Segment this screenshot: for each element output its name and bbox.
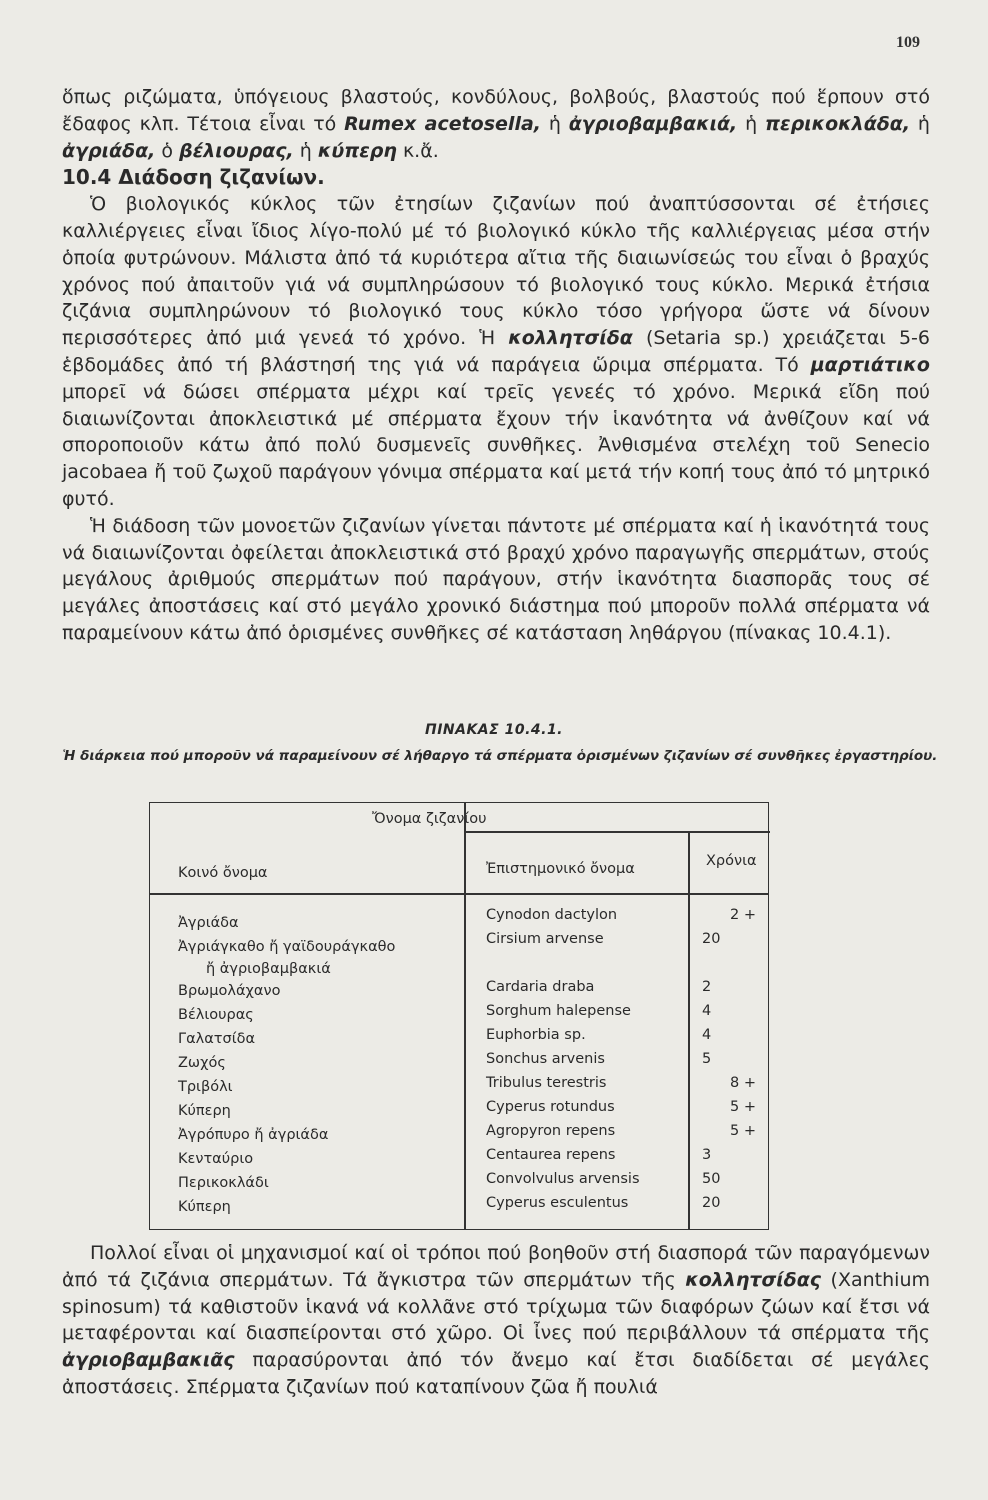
years-value: 20 <box>702 931 721 947</box>
intro-paragraph <box>62 84 930 647</box>
header-scientific-name: Ἐπιστημονικό ὄνομα <box>486 861 635 877</box>
scientific-name: Cyperus esculentus <box>486 1195 629 1211</box>
common-name: Βέλιουρας <box>178 1007 254 1023</box>
scientific-name: Convolvulus arvensis <box>486 1171 640 1187</box>
section-paragraph-2: Ἡ διάδοση τῶν μονοετῶν ζιζανίων γίνεται πάντοτε μέ σπέρματα καί ἡ ἱκανότητά τους νά διαιωνίζονται ὀφείλεται ἀποκλειστικά στό βραχύ χρόνο παραγωγῆς σπερμάτων, στούς μεγάλους ἀριθμούς σπερμάτων πού παράγουν, στήν ἱκανότητα διασπορᾶς τους σέ μεγάλες ἀποστάσεις καί στό μεγάλο χρονικό διάστημα πού μποροῦν πολλά σπέρματα νά παραμείνουν κάτω ἀπό ὁρισμένες συνθῆκες σέ κατάσταση ληθάργου (πίνακας 10.4.1). <box>62 514 930 644</box>
intro-text: ὅπως ριζώματα, ὑπόγειους βλαστούς, κονδύλους, βολβούς, βλαστούς πού ἕρπουν στό ἔδαφος κλπ. Τέτοια εἶναι τό Rumex acetosella, ἡ ἀγριοβαμβακιά, ἡ περικοκλάδα, ἡ ἀγριάδα, ὁ βέλιουρας, ἡ κύπερη κ.ἄ. <box>62 86 930 162</box>
header-weed-name: Ὄνομα ζιζανίου <box>372 811 487 827</box>
table-divider <box>464 831 770 833</box>
section-paragraph-1: Ὁ βιολογικός κύκλος τῶν ἐτησίων ζιζανίων πού ἀναπτύσσονται σέ ἐτήσιες καλλιέργειες εἶναι ἴδιος λίγο-πολύ μέ τό βιολογικό κύκλο τῆς καλλιέργειας μέσα στήν ὁποία φυτρώνουν. Μάλιστα ἀπό τά κυριότερα αἴτια τῆς διαιωνίσεώς του εἶναι ὁ βραχύς χρόνος πού ἀπαιτοῦν γιά νά συμπληρώσουν τό βιολογικό τους κύκλο. Μερικά ἐτήσια ζιζάνια συμπληρώνουν τό βιολογικό τους κύκλο τόσο γρήγορα ὥστε νά δίνουν περισσότερες ἀπό μιά γενεά τό χρόνο. Ἡ κολλητσίδα (Setaria sp.) χρειάζεται 5-6 ἑβδομάδες ἀπό τή βλάστησή της γιά νά παράγεια ὥριμα σπέρματα. Τό μαρτιάτικο μπορεῖ νά δώσει σπέρματα μέχρι καί τρεῖς γενεές τό χρόνο. Μερικά εἴδη πού διαιωνίζονται ἀποκλειστικά μέ σπέρματα ἔχουν τήν ἱκανότητα νά ἀνθίζουν καί νά σποροποιοῦν κάτω ἀπό πολύ δυσμενεῖς συνθῆκες. Ἀνθισμένα στελέχη τοῦ Senecio jacobaea ἤ τοῦ ζωχοῦ παράγουν γόνιμα σπέρματα καί μετά τήν κοπή τους ἀπό τό μητρικό φυτό. <box>62 193 930 510</box>
common-name: Ἀγρόπυρο ἤ ἀγριάδα <box>178 1127 329 1143</box>
scientific-name: Sonchus arvenis <box>486 1051 605 1067</box>
header-common-name: Κοινό ὄνομα <box>178 865 268 881</box>
years-value: 5 + <box>730 1099 756 1115</box>
common-name: ἤ ἀγριοβαμβακιά <box>206 961 331 977</box>
dormancy-table <box>149 802 769 1230</box>
scientific-name: Sorghum halepense <box>486 1003 631 1019</box>
table-title: ΠΙΝΑΚΑΣ 10.4.1. <box>424 722 564 738</box>
common-name: Ἀγριάγκαθο ἤ γαϊδουράγκαθο <box>178 939 396 955</box>
scientific-name: Centaurea repens <box>486 1147 616 1163</box>
scientific-name: Agropyron repens <box>486 1123 616 1139</box>
common-name: Γαλατσίδα <box>178 1031 256 1047</box>
table-caption: Ἡ διάρκεια πού μποροῦν νά παραμείνουν σέ λήθαργο τά σπέρματα ὁρισμένων ζιζανίων σέ συνθῆκες ἐργαστηρίου. <box>62 748 938 764</box>
common-name: Ζωχός <box>178 1055 226 1071</box>
scientific-name-column <box>486 903 640 1215</box>
years-value: 5 + <box>730 1123 756 1139</box>
common-name: Κενταύριο <box>178 1151 254 1167</box>
section-heading: 10.4 Διάδοση ζιζανίων. <box>62 165 325 190</box>
page-number: 109 <box>896 34 920 51</box>
years-value: 5 <box>702 1051 712 1067</box>
common-name: Ἀγριάδα <box>178 915 239 931</box>
table-divider <box>688 831 690 1229</box>
scientific-name: Cyperus rotundus <box>486 1099 615 1115</box>
years-value: 50 <box>702 1171 721 1187</box>
common-name: Περικοκλάδι <box>178 1175 269 1191</box>
years-value: 3 <box>702 1147 712 1163</box>
scientific-name: Cynodon dactylon <box>486 907 618 923</box>
table-divider <box>464 803 466 1229</box>
scientific-name: Euphorbia sp. <box>486 1027 586 1043</box>
years-value: 2 <box>702 979 712 995</box>
header-years: Χρόνια <box>706 853 757 869</box>
common-name: Κύπερη <box>178 1199 231 1215</box>
years-value: 4 <box>702 1027 712 1043</box>
common-name: Τριβόλι <box>178 1079 233 1095</box>
scientific-name: Cirsium arvense <box>486 931 604 947</box>
years-column <box>702 903 760 1215</box>
scientific-name: Tribulus terestris <box>486 1075 607 1091</box>
closing-text: Πολλοί εἶναι οἱ μηχανισμοί καί οἱ τρόποι πού βοηθοῦν στή διασπορά τῶν παραγόμενων ἀπό τά ζιζάνια σπερμάτων. Τά ἄγκιστρα τῶν σπερμάτων τῆς κολλητσίδας (Xanthium spinosum) τά καθιστοῦν ἱκανά νά κολλᾶνε στό τρίχωμα τῶν διαφόρων ζώων καί ἔτσι νά μεταφέρονται καί διασπείρονται στό χῶρο. Οἱ ἶνες πού περιβάλλουν τά σπέρματα τῆς ἀγριοβαμβακιᾶς παρασύρονται ἀπό τόν ἄνεμο καί ἔτσι διαδίδεται σέ μεγάλες ἀποστάσεις. Σπέρματα ζιζανίων πού καταπίνουν ζῶα ἤ πουλιά <box>62 1242 930 1398</box>
common-name-column <box>178 911 395 1219</box>
closing-paragraph <box>62 1240 930 1401</box>
scientific-name: Cardaria draba <box>486 979 595 995</box>
common-name: Βρωμολάχανο <box>178 983 281 999</box>
common-name: Κύπερη <box>178 1103 231 1119</box>
table-divider <box>150 893 768 895</box>
years-value: 4 <box>702 1003 712 1019</box>
years-value: 8 + <box>730 1075 756 1091</box>
years-value: 2 + <box>730 907 756 923</box>
years-value: 20 <box>702 1195 721 1211</box>
